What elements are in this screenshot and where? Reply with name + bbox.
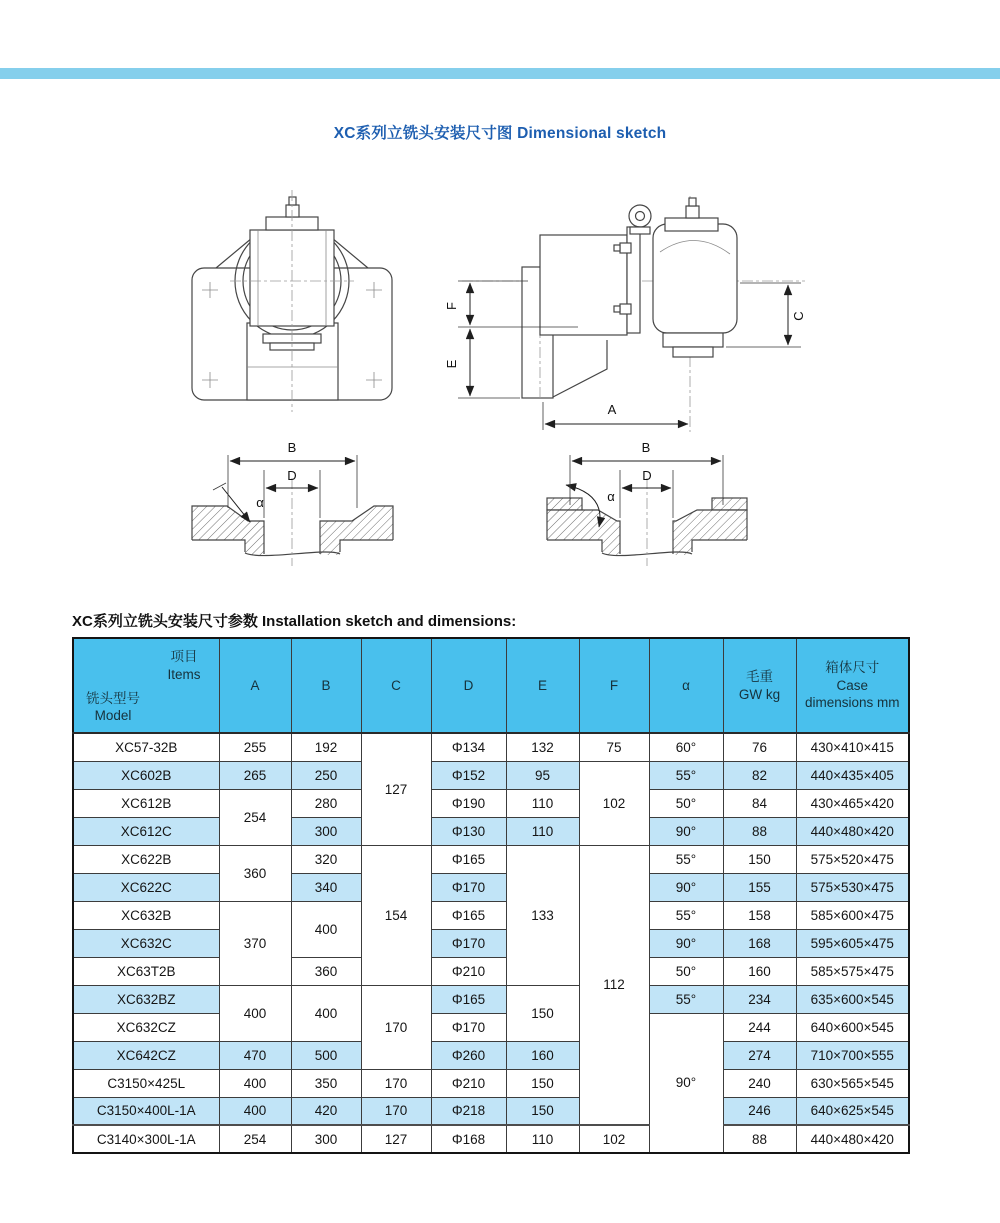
table-cell: 90° bbox=[649, 817, 723, 845]
model-cell: C3150×400L-1A bbox=[73, 1097, 219, 1125]
section-left-drawing bbox=[192, 440, 393, 566]
model-cell: XC632C bbox=[73, 929, 219, 957]
table-cell: Φ130 bbox=[431, 817, 506, 845]
table-cell: 50° bbox=[649, 789, 723, 817]
table-cell: 55° bbox=[649, 761, 723, 789]
front-view-drawing bbox=[192, 190, 392, 412]
table-cell: 60° bbox=[649, 733, 723, 761]
header-items-label: 项目 Items bbox=[167, 649, 201, 682]
table-cell: 370 bbox=[219, 901, 291, 985]
table-cell: 234 bbox=[723, 985, 796, 1013]
table-cell: 150 bbox=[506, 1069, 579, 1097]
table-cell: 110 bbox=[506, 789, 579, 817]
table-cell: 90° bbox=[649, 1013, 723, 1153]
table-cell: 430×465×420 bbox=[796, 789, 909, 817]
table-cell: 400 bbox=[219, 985, 291, 1041]
table-cell: 500 bbox=[291, 1041, 361, 1069]
table-cell: 150 bbox=[506, 985, 579, 1041]
table-cell: Φ165 bbox=[431, 901, 506, 929]
dim-label-alpha-2: α bbox=[607, 489, 615, 504]
dim-label-A: A bbox=[607, 402, 617, 417]
page-title: XC系列立铣头安装尺寸图 Dimensional sketch bbox=[333, 125, 667, 142]
dim-label-C: C bbox=[791, 311, 806, 321]
table-row bbox=[73, 929, 909, 957]
model-cell: XC622B bbox=[73, 845, 219, 873]
table-cell: 127 bbox=[361, 1125, 431, 1153]
table-cell: 90° bbox=[649, 929, 723, 957]
table-cell: 132 bbox=[506, 733, 579, 761]
table-cell: 155 bbox=[723, 873, 796, 901]
table-cell: 630×565×545 bbox=[796, 1069, 909, 1097]
table-cell: Φ152 bbox=[431, 761, 506, 789]
table-cell: 254 bbox=[219, 789, 291, 845]
table-cell: 50° bbox=[649, 957, 723, 985]
table-heading: XC系列立铣头安装尺寸参数 Installation sketch and dimensions: bbox=[72, 613, 517, 630]
header-col-E: E bbox=[506, 638, 579, 733]
table-cell: 127 bbox=[361, 733, 431, 845]
table-cell: 55° bbox=[649, 985, 723, 1013]
table-cell: Φ210 bbox=[431, 957, 506, 985]
dim-label-B: B bbox=[287, 440, 297, 455]
table-cell: 400 bbox=[219, 1069, 291, 1097]
side-view-drawing bbox=[444, 196, 806, 432]
model-cell: XC57-32B bbox=[73, 733, 219, 761]
model-cell: XC642CZ bbox=[73, 1041, 219, 1069]
header-model-label: 铣头型号 Model bbox=[86, 690, 140, 724]
table-cell: Φ190 bbox=[431, 789, 506, 817]
table-cell: 192 bbox=[291, 733, 361, 761]
dim-label-E: E bbox=[444, 359, 459, 369]
table-cell: Φ170 bbox=[431, 1013, 506, 1041]
model-cell: XC632B bbox=[73, 901, 219, 929]
table-cell: 150 bbox=[506, 1097, 579, 1125]
table-row bbox=[73, 845, 909, 873]
table-cell: Φ165 bbox=[431, 845, 506, 873]
table-cell: 82 bbox=[723, 761, 796, 789]
table-cell: 400 bbox=[291, 901, 361, 957]
model-cell: XC612B bbox=[73, 789, 219, 817]
table-cell: 95 bbox=[506, 761, 579, 789]
header-col-case: 箱体尺寸 Case dimensions mm bbox=[796, 638, 909, 733]
top-banner-bar bbox=[0, 68, 1000, 79]
table-row bbox=[73, 985, 909, 1013]
table-cell: 585×575×475 bbox=[796, 957, 909, 985]
table-cell: Φ165 bbox=[431, 985, 506, 1013]
table-cell: 400 bbox=[219, 1097, 291, 1125]
table-cell: 246 bbox=[723, 1097, 796, 1125]
table-cell: 150 bbox=[723, 845, 796, 873]
table-cell: 170 bbox=[361, 1069, 431, 1097]
header-corner-cell bbox=[73, 638, 219, 733]
table-cell: 170 bbox=[361, 985, 431, 1069]
table-cell: 102 bbox=[579, 761, 649, 845]
model-cell: XC63T2B bbox=[73, 957, 219, 985]
model-cell: C3140×300L-1A bbox=[73, 1125, 219, 1153]
table-cell: 595×605×475 bbox=[796, 929, 909, 957]
table-row bbox=[73, 873, 909, 901]
dim-label-D-2: D bbox=[642, 468, 652, 483]
table-cell: 160 bbox=[506, 1041, 579, 1069]
table-cell: Φ218 bbox=[431, 1097, 506, 1125]
table-cell: 470 bbox=[219, 1041, 291, 1069]
model-cell: XC602B bbox=[73, 761, 219, 789]
table-cell: 360 bbox=[291, 957, 361, 985]
table-cell: 640×600×545 bbox=[796, 1013, 909, 1041]
table-cell: Φ168 bbox=[431, 1125, 506, 1153]
table-cell: 75 bbox=[579, 733, 649, 761]
table-cell: 112 bbox=[579, 845, 649, 1125]
table-cell: 90° bbox=[649, 873, 723, 901]
table-cell: 88 bbox=[723, 1125, 796, 1153]
table-row bbox=[73, 789, 909, 817]
table-row bbox=[73, 1069, 909, 1097]
table-row bbox=[73, 1041, 909, 1069]
table-cell: 400 bbox=[291, 985, 361, 1041]
table-cell: 575×530×475 bbox=[796, 873, 909, 901]
header-col-D: D bbox=[431, 638, 506, 733]
table-cell: 274 bbox=[723, 1041, 796, 1069]
table-cell: 340 bbox=[291, 873, 361, 901]
header-col-gw: 毛重 GW kg bbox=[723, 638, 796, 733]
table-cell: 110 bbox=[506, 1125, 579, 1153]
table-cell: 250 bbox=[291, 761, 361, 789]
table-cell: 575×520×475 bbox=[796, 845, 909, 873]
table-cell: 102 bbox=[579, 1125, 649, 1153]
table-cell: 265 bbox=[219, 761, 291, 789]
table-cell: 320 bbox=[291, 845, 361, 873]
table-cell: 420 bbox=[291, 1097, 361, 1125]
table-cell: 440×480×420 bbox=[796, 1125, 909, 1153]
dim-label-alpha: α bbox=[256, 495, 264, 510]
table-cell: 255 bbox=[219, 733, 291, 761]
table-cell: 440×435×405 bbox=[796, 761, 909, 789]
dim-label-D: D bbox=[287, 468, 297, 483]
table-row bbox=[73, 1125, 909, 1153]
table-cell: 635×600×545 bbox=[796, 985, 909, 1013]
table-cell: 110 bbox=[506, 817, 579, 845]
model-cell: XC622C bbox=[73, 873, 219, 901]
table-row bbox=[73, 957, 909, 985]
model-cell: C3150×425L bbox=[73, 1069, 219, 1097]
table-cell: Φ134 bbox=[431, 733, 506, 761]
table-cell: Φ170 bbox=[431, 929, 506, 957]
table-cell: 430×410×415 bbox=[796, 733, 909, 761]
table-cell: 76 bbox=[723, 733, 796, 761]
table-cell: 84 bbox=[723, 789, 796, 817]
table-cell: 640×625×545 bbox=[796, 1097, 909, 1125]
table-row bbox=[73, 761, 909, 789]
dimensional-sketch-drawings bbox=[140, 180, 950, 610]
dimensions-table bbox=[72, 637, 910, 1154]
table-cell: 55° bbox=[649, 901, 723, 929]
section-right-drawing bbox=[547, 440, 747, 566]
header-col-B: B bbox=[291, 638, 361, 733]
table-cell: 440×480×420 bbox=[796, 817, 909, 845]
table-cell: Φ260 bbox=[431, 1041, 506, 1069]
table-cell: 158 bbox=[723, 901, 796, 929]
header-col-A: A bbox=[219, 638, 291, 733]
table-cell: 88 bbox=[723, 817, 796, 845]
table-cell: 55° bbox=[649, 845, 723, 873]
table-cell: 154 bbox=[361, 845, 431, 985]
table-cell: 170 bbox=[361, 1097, 431, 1125]
dim-label-F: F bbox=[444, 302, 459, 310]
model-cell: XC632CZ bbox=[73, 1013, 219, 1041]
table-row bbox=[73, 901, 909, 929]
table-cell: 350 bbox=[291, 1069, 361, 1097]
table-cell: 710×700×555 bbox=[796, 1041, 909, 1069]
table-row bbox=[73, 1013, 909, 1041]
table-header-row bbox=[73, 638, 909, 733]
table-row bbox=[73, 817, 909, 845]
table-cell: 254 bbox=[219, 1125, 291, 1153]
model-cell: XC632BZ bbox=[73, 985, 219, 1013]
table-cell: 160 bbox=[723, 957, 796, 985]
table-cell: 300 bbox=[291, 817, 361, 845]
table-cell: 300 bbox=[291, 1125, 361, 1153]
table-row bbox=[73, 1097, 909, 1125]
dim-label-B-2: B bbox=[641, 440, 651, 455]
table-cell: 280 bbox=[291, 789, 361, 817]
header-col-alpha: α bbox=[649, 638, 723, 733]
table-cell: Φ210 bbox=[431, 1069, 506, 1097]
table-cell: 585×600×475 bbox=[796, 901, 909, 929]
model-cell: XC612C bbox=[73, 817, 219, 845]
header-col-C: C bbox=[361, 638, 431, 733]
table-cell: 240 bbox=[723, 1069, 796, 1097]
table-cell: 168 bbox=[723, 929, 796, 957]
table-cell: 360 bbox=[219, 845, 291, 901]
header-col-F: F bbox=[579, 638, 649, 733]
table-cell: Φ170 bbox=[431, 873, 506, 901]
table-cell: 133 bbox=[506, 845, 579, 985]
table-cell: 244 bbox=[723, 1013, 796, 1041]
table-row bbox=[73, 733, 909, 761]
